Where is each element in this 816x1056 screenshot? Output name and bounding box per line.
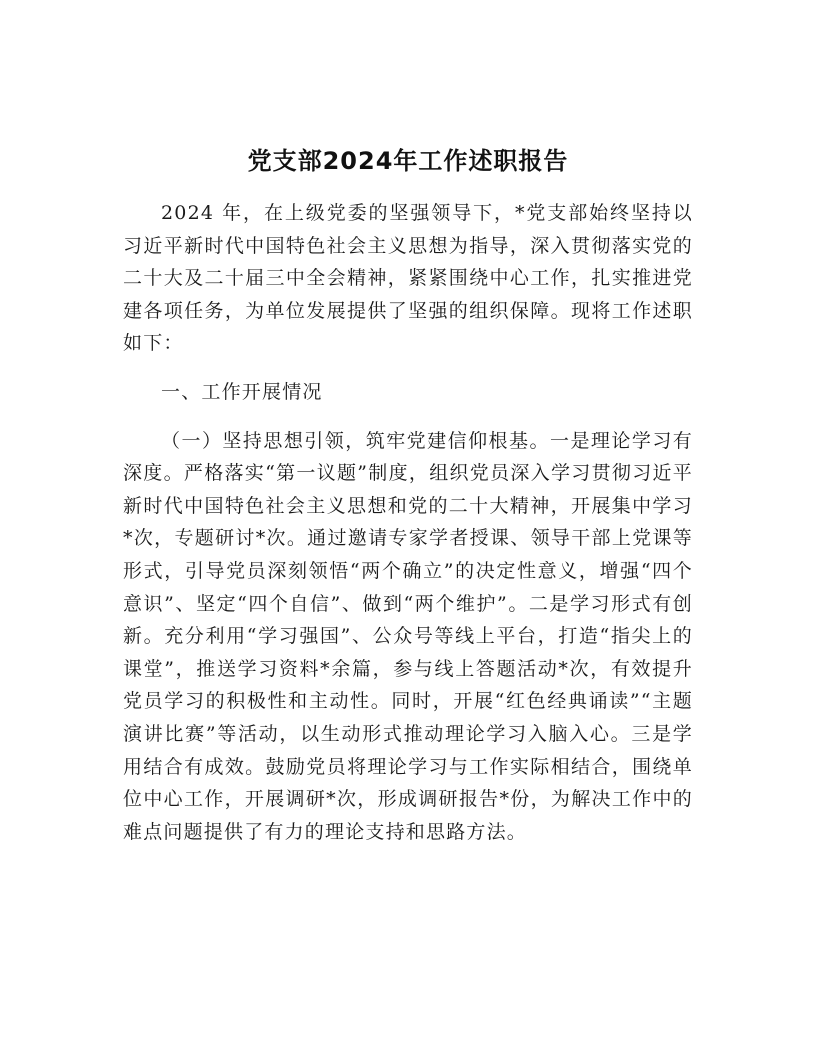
section-heading: 一、工作开展情况 — [161, 380, 323, 403]
document-body — [123, 197, 693, 848]
intro-paragraph: 2024 年，在上级党委的坚强领导下，*党支部始终坚持以习近平新时代中国特色社会主义思想为指导，深入贯彻落实党的二十大及二十届三中全会精神，紧紧围绕中心工作，扎实推进党建各项任务，为单位发展提供了坚强的组织保障。现将工作述职如下： — [123, 202, 693, 355]
document-title: 党支部2024年工作述职报告 — [247, 147, 569, 175]
section-paragraph: （一）坚持思想引领，筑牢党建信仰根基。一是理论学习有深度。严格落实“第一议题”制度，组织党员深入学习贯彻习近平新时代中国特色社会主义思想和党的二十大精神，开展集中学习*次，专题研讨*次。通过邀请专家学者授课、领导干部上党课等形式，引导党员深刻领悟“两个确立”的决定性意义，增强“四个意识”、坚定“四个自信”、做到“两个维护”。二是学习形式有创新。充分利用“学习强国”、公众号等线上平台，打造“指尖上的课堂”，推送学习资料*余篇，参与线上答题活动*次，有效提升党员学习的积极性和主动性。同时，开展“红色经典诵读”“主题演讲比赛”等活动，以生动形式推动理论学习入脑入心。三是学用结合有成效。鼓励党员将理论学习与工作实际相结合，围绕单位中心工作，开展调研*次，形成调研报告*份，为解决工作中的难点问题提供了有力的理论支持和思路方法。 — [123, 429, 693, 843]
